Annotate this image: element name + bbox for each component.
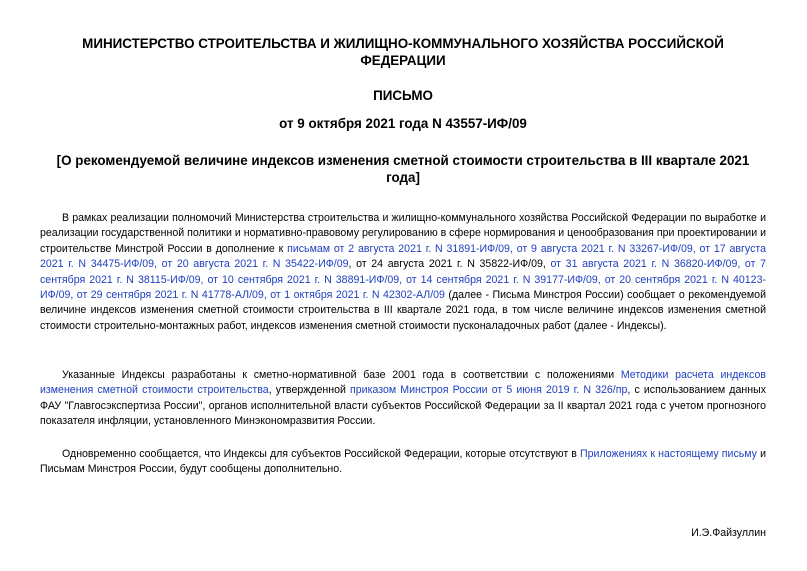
ministry-title: МИНИСТЕРСТВО СТРОИТЕЛЬСТВА И ЖИЛИЩНО-КОММУНАЛЬНОГО ХОЗЯЙСТВА РОССИЙСКОЙ ФЕДЕРАЦИИ bbox=[82, 36, 724, 68]
paragraph-text: , с использованием данных ФАУ "Главгосэкспертиза России", органов исполнительной власти субъектов Российской Федерации за II квартал 2021 года с учетом прогнозного показателя инфляции, установленного Минэкономразвития России. bbox=[40, 384, 766, 428]
link-order-326[interactable]: приказом Минстроя России от 5 июня 2019 г. N 326/пр bbox=[350, 384, 628, 397]
paragraph-additional bbox=[40, 447, 766, 478]
paragraph-methodology bbox=[40, 368, 766, 430]
document-subject: [О рекомендуемой величине индексов изменения сметной стоимости строительства в III квартале 2021 года] bbox=[56, 153, 750, 185]
link-letters-august-october[interactable]: от 31 августа 2021 г. N 36820-ИФ/09, от 7 сентября 2021 г. N 38115-ИФ/09, от 10 сентября 2021 г. N 38891-ИФ/09, от 14 сентября 2021 г. N 39177-ИФ/09, от 20 сентября 2021 г. N 40123-ИФ/09, от 29 сентября 2021 г. N 41778-АЛ/09, от 1 октября 2021 г. N 42302-АЛ/09 bbox=[40, 258, 766, 302]
document-date-number: от 9 октября 2021 года N 43557-ИФ/09 bbox=[279, 116, 527, 131]
signature: И.Э.Файзуллин bbox=[691, 527, 766, 539]
paragraph-text: (далее - Письма Минстроя России) сообщает о рекомендуемой величине индексов изменения сметной стоимости строительства в III квартале 2021 года, в том числе величине индексов изменения сметной стоимости строительно-монтажных работ, индексов изменения сметной стоимости пусконаладочных работ (далее - Индексы). bbox=[40, 289, 766, 332]
paragraph-text: , от 24 августа 2021 г. N 35822-ИФ/09, bbox=[348, 258, 551, 271]
document-type: ПИСЬМО bbox=[373, 88, 433, 103]
paragraph-text: Одновременно сообщается, что Индексы для субъектов Российской Федерации, которые отсутствуют в bbox=[62, 448, 581, 460]
link-letters-august[interactable]: письмам от 2 августа 2021 г. N 31891-ИФ/09, от 9 августа 2021 г. N 33267-ИФ/09, от 17 августа 2021 г. N 34475-ИФ/09, от 20 августа 2021 г. N 35422-ИФ/09 bbox=[40, 242, 767, 271]
link-methodology[interactable]: Методики расчета индексов изменения сметной стоимости строительства bbox=[40, 369, 766, 397]
paragraph-text: В рамках реализации полномочий Министерства строительства и жилищно-коммунального хозяйства Российской Федерации по выработке и реализации государственной политики и нормативно-правовому регулированию в сфере нормирования и ценообразования при проектировании и строительстве Минстрой России в дополнение к bbox=[40, 212, 766, 255]
paragraph-text: и Письмам Минстроя России, будут сообщены дополнительно. bbox=[40, 448, 766, 476]
link-appendices[interactable]: Приложениях к настоящему письму bbox=[580, 448, 757, 460]
paragraph-text: Указанные Индексы разработаны к сметно-нормативной базе 2001 года в соответствии с положениями bbox=[62, 369, 621, 381]
paragraph-implementation bbox=[40, 211, 766, 334]
paragraph-text: , утвержденной bbox=[268, 384, 351, 397]
